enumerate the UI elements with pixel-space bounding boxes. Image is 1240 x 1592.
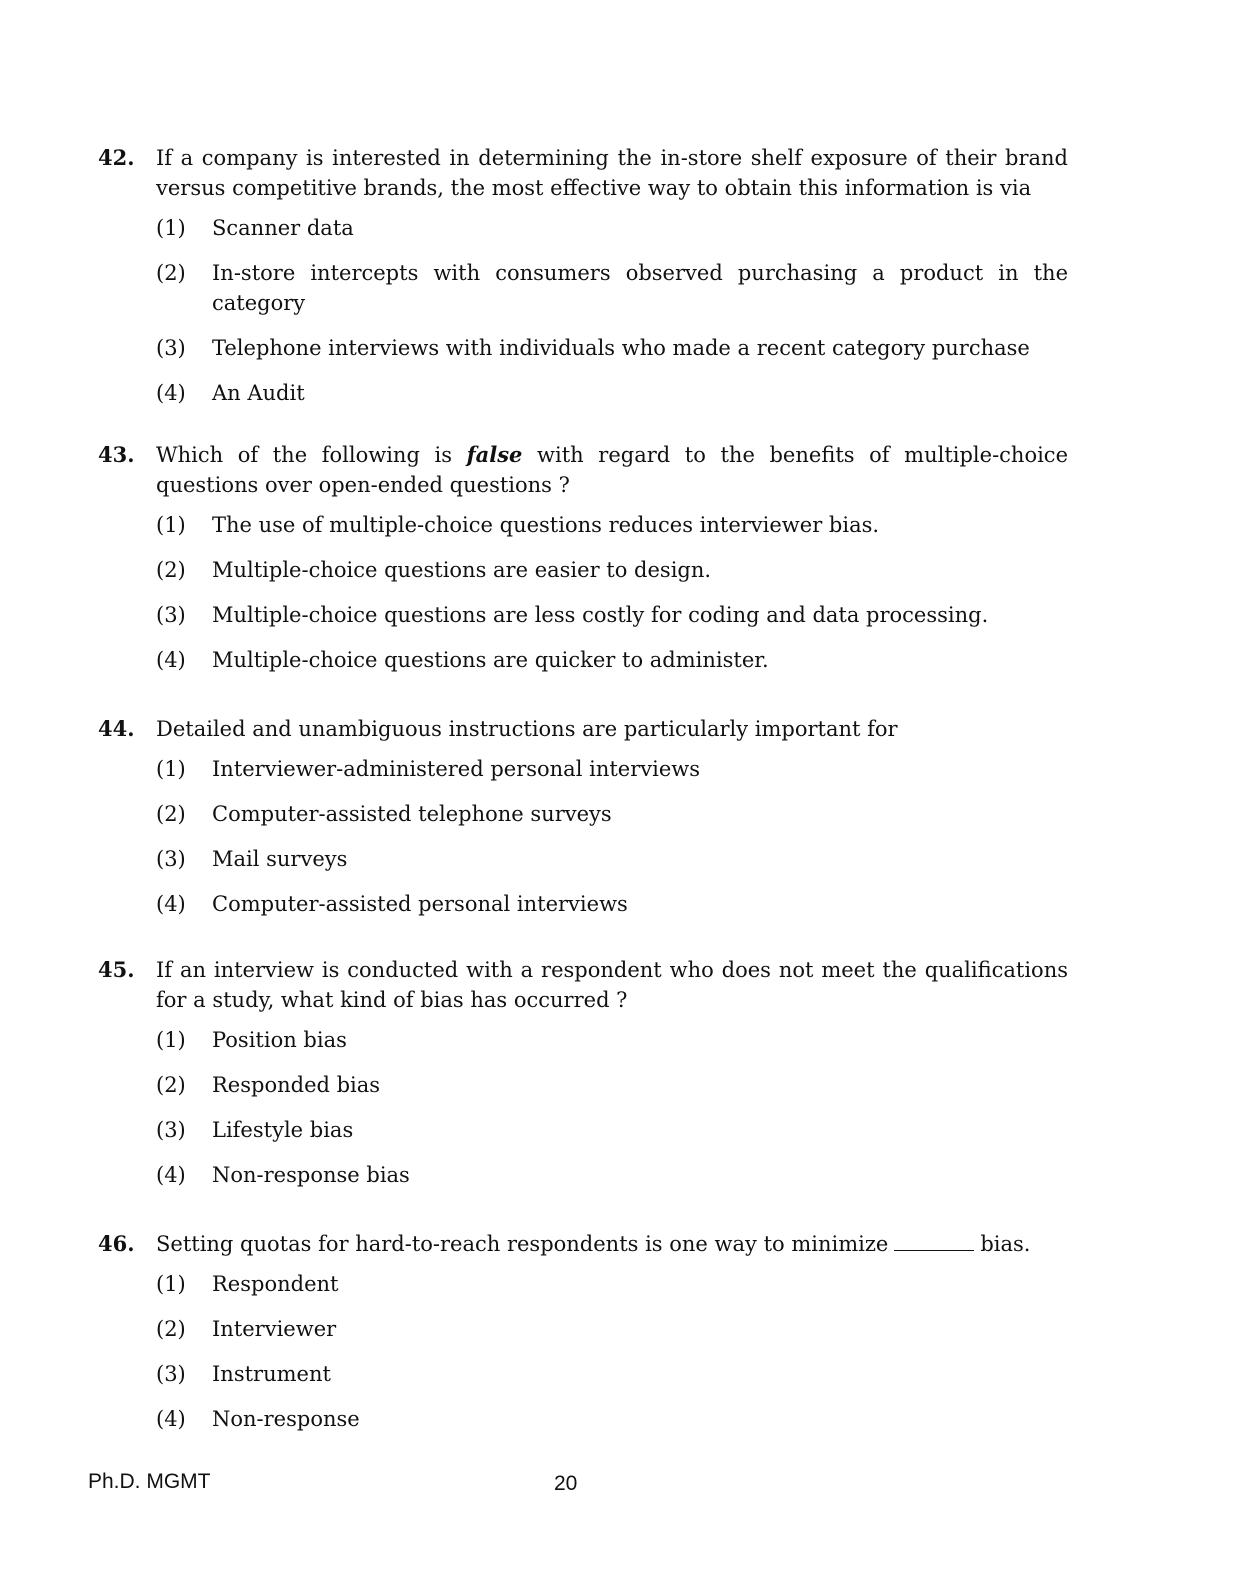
option-2	[98, 258, 1068, 318]
options-list	[98, 213, 1068, 408]
question-45	[98, 955, 1068, 1205]
question-number: 46.	[98, 1231, 135, 1256]
option-number: (4)	[156, 381, 186, 405]
question-text	[156, 1229, 1068, 1259]
question-number: 45.	[98, 957, 135, 982]
option-text: Lifestyle bias	[212, 1118, 354, 1142]
options-list	[98, 510, 1068, 675]
option-1	[98, 754, 1068, 784]
option-2	[98, 1070, 1068, 1100]
option-1	[98, 213, 1068, 243]
question-number: 42.	[98, 145, 135, 170]
question-text: If an interview is conducted with a respondent who does not meet the qualifications for a study, what kind of bias has occurred ?	[156, 958, 1068, 1012]
option-4	[98, 645, 1068, 675]
option-text: Scanner data	[212, 216, 354, 240]
option-number: (2)	[156, 261, 186, 285]
question-43	[98, 440, 1068, 690]
option-number: (2)	[156, 558, 186, 582]
option-text: In-store intercepts with consumers observed purchasing a product in the category	[212, 261, 1068, 315]
option-text: Non-response	[212, 1407, 360, 1431]
option-number: (3)	[156, 1362, 186, 1386]
question-stem	[98, 440, 1068, 500]
option-3	[98, 844, 1068, 874]
question-text-after: bias.	[980, 1232, 1031, 1256]
option-2	[98, 799, 1068, 829]
option-text: Responded bias	[212, 1073, 381, 1097]
question-stem	[98, 143, 1068, 203]
option-text: Interviewer-administered personal interviews	[212, 757, 701, 781]
option-number: (1)	[156, 1028, 186, 1052]
question-text-emphasis: false	[466, 442, 523, 467]
option-number: (1)	[156, 513, 186, 537]
option-text: Computer-assisted personal interviews	[212, 892, 628, 916]
question-text: Detailed and unambiguous instructions are particularly important for	[156, 717, 898, 741]
option-text: An Audit	[212, 381, 305, 405]
option-text: Respondent	[212, 1272, 339, 1296]
option-text: Instrument	[212, 1362, 331, 1386]
question-number: 43.	[98, 442, 135, 467]
option-number: (1)	[156, 757, 186, 781]
options-list	[98, 754, 1068, 919]
option-text: Multiple-choice questions are easier to design.	[212, 558, 712, 582]
option-4	[98, 378, 1068, 408]
option-2	[98, 555, 1068, 585]
option-text: Interviewer	[212, 1317, 337, 1341]
option-1	[98, 1269, 1068, 1299]
option-3	[98, 333, 1068, 363]
option-3	[98, 600, 1068, 630]
question-text: If a company is interested in determining the in-store shelf exposure of their brand versus competitive brands, the most effective way to obtain this information is via	[156, 146, 1068, 200]
option-text: Non-response bias	[212, 1163, 410, 1187]
question-44	[98, 714, 1068, 934]
option-number: (4)	[156, 1407, 186, 1431]
option-text: Computer-assisted telephone surveys	[212, 802, 612, 826]
question-stem	[98, 1229, 1068, 1259]
options-list	[98, 1269, 1068, 1434]
option-3	[98, 1115, 1068, 1145]
option-3	[98, 1359, 1068, 1389]
question-text	[156, 440, 1068, 500]
option-text: Multiple-choice questions are less costly for coding and data processing.	[212, 603, 989, 627]
option-4	[98, 889, 1068, 919]
option-text: Multiple-choice questions are quicker to administer.	[212, 648, 769, 672]
option-2	[98, 1314, 1068, 1344]
question-46	[98, 1229, 1068, 1449]
option-number: (3)	[156, 336, 186, 360]
option-number: (2)	[156, 1073, 186, 1097]
option-1	[98, 1025, 1068, 1055]
question-stem	[98, 714, 1068, 744]
option-4	[98, 1404, 1068, 1434]
question-stem	[98, 955, 1068, 1015]
option-number: (4)	[156, 1163, 186, 1187]
option-number: (1)	[156, 216, 186, 240]
option-number: (4)	[156, 892, 186, 916]
option-number: (3)	[156, 847, 186, 871]
option-1	[98, 510, 1068, 540]
option-text: Mail surveys	[212, 847, 348, 871]
option-text: Position bias	[212, 1028, 347, 1052]
option-number: (3)	[156, 1118, 186, 1142]
option-4	[98, 1160, 1068, 1190]
options-list	[98, 1025, 1068, 1190]
footer-page-number: 20	[554, 1472, 578, 1495]
question-text-before: Setting quotas for hard-to-reach respondents is one way to minimize	[156, 1232, 889, 1256]
footer-course-code: Ph.D. MGMT	[88, 1470, 211, 1493]
option-number: (1)	[156, 1272, 186, 1296]
question-text-after: with regard to the benefits of multiple-choice questions over open-ended questions ?	[156, 443, 1068, 497]
option-text: The use of multiple-choice questions reduces interviewer bias.	[212, 513, 880, 537]
option-number: (2)	[156, 802, 186, 826]
option-number: (4)	[156, 648, 186, 672]
question-number: 44.	[98, 716, 135, 741]
option-text: Telephone interviews with individuals who made a recent category purchase	[212, 336, 1030, 360]
option-number: (3)	[156, 603, 186, 627]
question-42	[98, 143, 1068, 423]
option-number: (2)	[156, 1317, 186, 1341]
fill-in-blank	[894, 1232, 974, 1251]
question-text-before: Which of the following is	[156, 443, 467, 467]
